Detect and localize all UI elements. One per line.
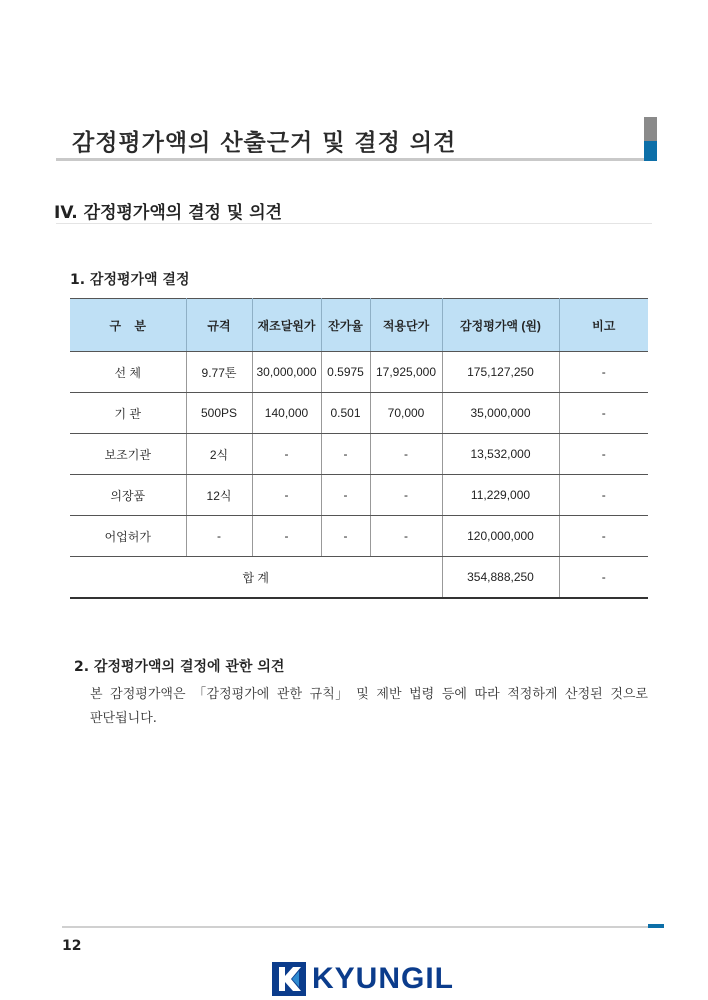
total-remarks: - [559, 557, 648, 599]
cell-replacement-cost: - [252, 434, 321, 475]
cell-unit-price: 70,000 [370, 393, 442, 434]
cell-appraised-value: 120,000,000 [442, 516, 559, 557]
table-row [70, 352, 648, 393]
page-number: 12 [62, 938, 82, 954]
header-divider [56, 158, 644, 161]
cell-category: 의장품 [70, 475, 186, 516]
footer-accent-blue [648, 924, 664, 928]
header-accent-blue [644, 141, 657, 161]
opinion-paragraph: 본 감정평가액은 「감정평가에 관한 규칙」 및 제반 법령 등에 따라 적정하게 산정된 것으로 판단됩니다. [90, 687, 648, 726]
total-amount: 354,888,250 [442, 557, 559, 599]
cell-replacement-cost: - [252, 516, 321, 557]
cell-remarks: - [559, 516, 648, 557]
company-logo [272, 961, 454, 997]
subsection-heading-decision: 1. 감정평가액 결정 [70, 272, 190, 288]
table-total-row [70, 557, 648, 599]
logo-wordmark: KYUNGIL [312, 962, 454, 995]
cell-unit-price: - [370, 516, 442, 557]
cell-residual-rate: - [321, 516, 370, 557]
column-header-spec: 규격 [186, 299, 252, 352]
cell-residual-rate: 0.501 [321, 393, 370, 434]
table-row [70, 516, 648, 557]
cell-category: 어업허가 [70, 516, 186, 557]
cell-remarks: - [559, 352, 648, 393]
header-accent-gray [644, 117, 657, 141]
cell-spec: 9.77톤 [186, 352, 252, 393]
section-heading: IV. 감정평가액의 결정 및 의견 [54, 203, 283, 223]
page-header-title: 감정평가액의 산출근거 및 결정 의견 [72, 130, 457, 156]
cell-remarks: - [559, 434, 648, 475]
cell-appraised-value: 13,532,000 [442, 434, 559, 475]
cell-appraised-value: 175,127,250 [442, 352, 559, 393]
cell-spec: - [186, 516, 252, 557]
appraisal-table [70, 298, 648, 599]
column-header-replacement-cost: 재조달원가 [252, 299, 321, 352]
subsection-heading-opinion: 2. 감정평가액의 결정에 관한 의견 [74, 659, 285, 675]
cell-spec: 2식 [186, 434, 252, 475]
cell-remarks: - [559, 393, 648, 434]
cell-spec: 12식 [186, 475, 252, 516]
cell-category: 선 체 [70, 352, 186, 393]
kyungil-logo-icon [272, 962, 306, 996]
cell-appraised-value: 35,000,000 [442, 393, 559, 434]
footer-divider [62, 926, 648, 928]
column-header-remarks: 비고 [559, 299, 648, 352]
column-header-appraised-value: 감정평가액 (원) [442, 299, 559, 352]
total-label: 합 계 [70, 557, 442, 599]
cell-category: 보조기관 [70, 434, 186, 475]
table-header-row [70, 299, 648, 352]
column-header-category: 구 분 [70, 299, 186, 352]
cell-unit-price: - [370, 434, 442, 475]
cell-residual-rate: - [321, 475, 370, 516]
cell-spec: 500PS [186, 393, 252, 434]
cell-unit-price: 17,925,000 [370, 352, 442, 393]
column-header-unit-price: 적용단가 [370, 299, 442, 352]
cell-replacement-cost: 140,000 [252, 393, 321, 434]
column-header-residual-rate: 잔가율 [321, 299, 370, 352]
cell-residual-rate: - [321, 434, 370, 475]
cell-appraised-value: 11,229,000 [442, 475, 559, 516]
cell-category: 기 관 [70, 393, 186, 434]
cell-replacement-cost: - [252, 475, 321, 516]
table-row [70, 393, 648, 434]
section-divider [56, 223, 652, 224]
cell-remarks: - [559, 475, 648, 516]
cell-residual-rate: 0.5975 [321, 352, 370, 393]
cell-unit-price: - [370, 475, 442, 516]
table-row [70, 475, 648, 516]
cell-replacement-cost: 30,000,000 [252, 352, 321, 393]
table-row [70, 434, 648, 475]
